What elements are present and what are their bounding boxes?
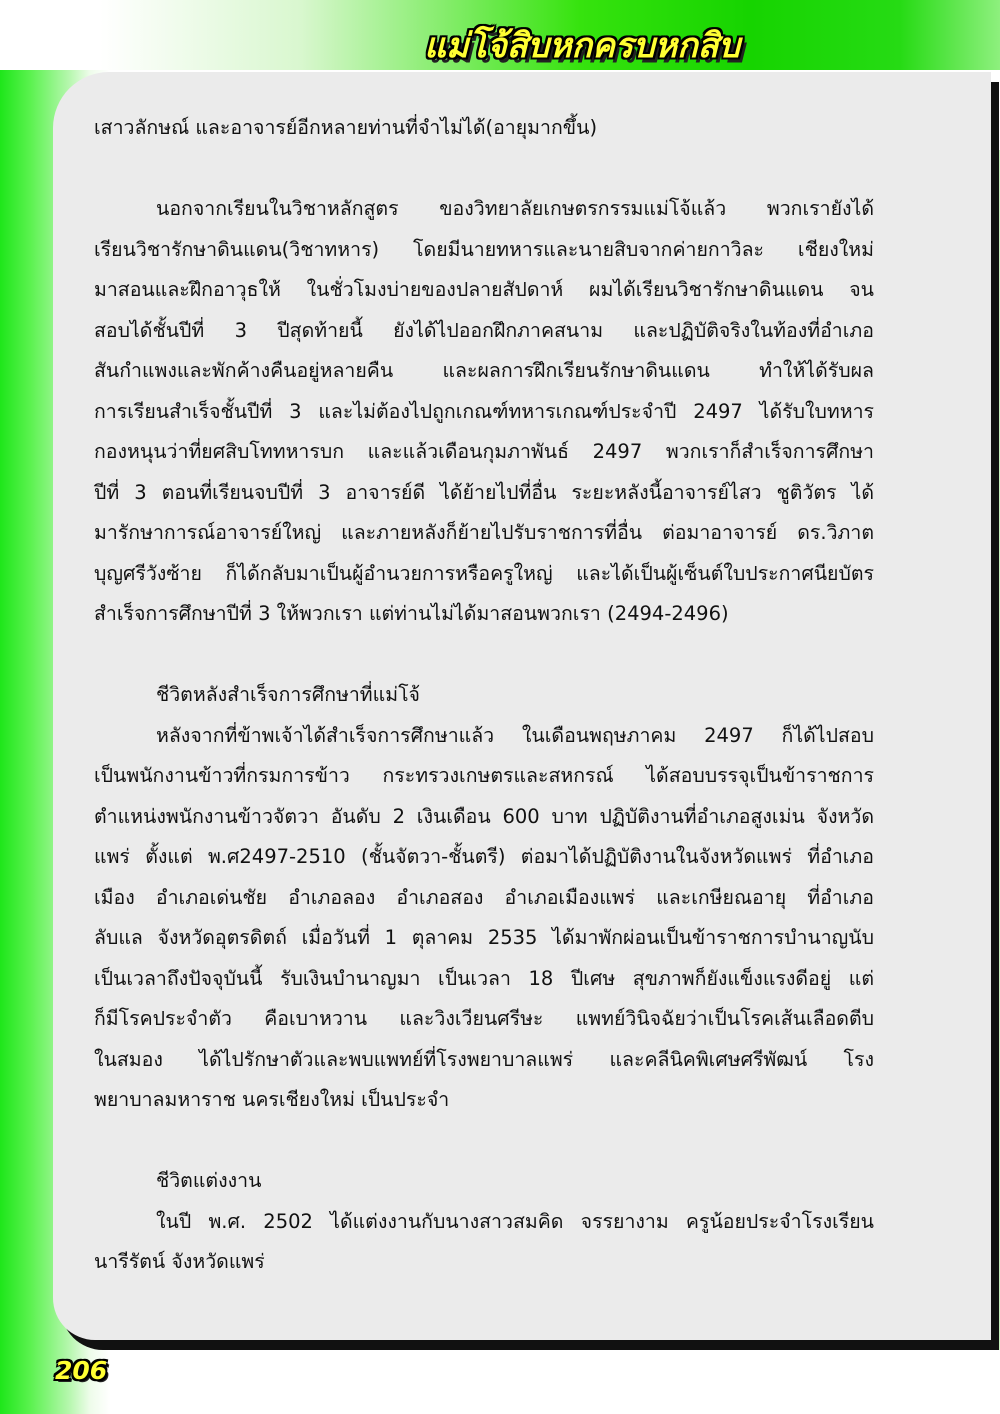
text-line: สันกำแพงและพักค้างคืนอยู่หลายคืน และผลการฝึกเรียนรักษาดินแดน ทำให้ได้รับผล: [94, 359, 874, 382]
text-line: ปีที่ 3 ตอนที่เรียนจบปีที่ 3 อาจารย์ดี ได้ย้ายไปที่อื่น ระยะหลังนี้อาจารย์ไสว ชูติวัตร ได้: [94, 480, 874, 504]
text-line: นารีรัตน์ จังหวัดแพร่: [94, 1250, 265, 1273]
paragraph-1: [94, 108, 874, 149]
text-line: สอบได้ชั้นปีที่ 3 ปีสุดท้ายนี้ ยังได้ไปออกฝึกภาคสนาม และปฏิบัติจริงในท้องที่อำเภอ: [94, 318, 874, 342]
section-heading-marriage: ชีวิตแต่งงาน: [156, 1169, 262, 1192]
paragraph-career: [94, 716, 874, 1121]
paragraph-gap: [94, 635, 874, 676]
text-line: แพร่ ตั้งแต่ พ.ศ2497-2510 (ชั้นจัตวา-ชั้นตรี) ต่อมาได้ปฏิบัติงานในจังหวัดแพร่ ที่อำเภอ: [94, 845, 874, 868]
paragraph-military-training: [94, 189, 874, 635]
section-heading-after-graduation: ชีวิตหลังสำเร็จการศึกษาที่แม่โจ้: [156, 683, 420, 706]
paragraph-gap: [94, 1121, 874, 1162]
page-header-title: แม่โจ้สิบหกครบหกสิบ: [424, 26, 740, 66]
text-line: การเรียนสำเร็จชั้นปีที่ 3 และไม่ต้องไปถูกเกณฑ์ทหารเกณฑ์ประจำปี 2497 ได้รับใบทหาร: [94, 399, 874, 423]
paragraph-gap: [94, 149, 874, 190]
text-line: เมือง อำเภอเด่นชัย อำเภอลอง อำเภอสอง อำเภอเมืองแพร่ และเกษียณอายุ ที่อำเภอ: [94, 885, 874, 909]
page-number: 206: [55, 1356, 108, 1385]
text-line: มารักษาการณ์อาจารย์ใหญ่ และภายหลังก็ย้ายไปรับราชการที่อื่น ต่อมาอาจารย์ ดร.วิภาต: [94, 521, 874, 544]
text-line: เรียนวิชารักษาดินแดน(วิชาทหาร) โดยมีนายทหารและนายสิบจากค่ายกาวิละ เชียงใหม่: [94, 237, 874, 261]
text-line: ลับแล จังหวัดอุตรดิตถ์ เมื่อวันที่ 1 ตุลาคม 2535 ได้มาพักผ่อนเป็นข้าราชการบำนาญนับ: [94, 926, 874, 949]
text-line: หลังจากที่ข้าพเจ้าได้สำเร็จการศึกษาแล้ว ในเดือนพฤษภาคม 2497 ก็ได้ไปสอบ: [156, 723, 874, 747]
text-line: เป็นเวลาถึงปัจจุบันนี้ รับเงินบำนาญมา เป็นเวลา 18 ปีเศษ สุขภาพก็ยังแข็งแรงดีอยู่ แต่: [94, 966, 874, 990]
text-line: บุญศรีวังซ้าย ก็ได้กลับมาเป็นผู้อำนวยการหรือครูใหญ่ และได้เป็นผู้เซ็นต์ใบประกาศนียบัตร: [94, 561, 874, 585]
text-line: ตำแหน่งพนักงานข้าวจัตวา อันดับ 2 เงินเดือน 600 บาท ปฏิบัติงานที่อำเภอสูงเม่น จังหวัด: [94, 804, 874, 828]
text-line: กองหนุนว่าที่ยศสิบโททหารบก และแล้วเดือนกุมภาพันธ์ 2497 พวกเราก็สำเร็จการศึกษา: [94, 440, 874, 463]
text-line: ในสมอง ได้ไปรักษาตัวและพบแพทย์ที่โรงพยาบาลแพร่ และคลีนิคพิเศษศรีพัฒน์ โรง: [94, 1047, 874, 1071]
text-line: นอกจากเรียนในวิชาหลักสูตร ของวิทยาลัยเกษตรกรรมแม่โจ้แล้ว พวกเรายังได้: [156, 197, 874, 220]
text-line: ในปี พ.ศ. 2502 ได้แต่งงานกับนางสาวสมคิด จรรยางาม ครูน้อยประจำโรงเรียน: [156, 1209, 874, 1233]
document-body: [94, 108, 874, 1283]
text-line: เสาวลักษณ์ และอาจารย์อีกหลายท่านที่จำไม่ได้(อายุมากขึ้น): [94, 116, 598, 139]
text-line: พยาบาลมหาราช นครเชียงใหม่ เป็นประจำ: [94, 1088, 450, 1111]
text-line: สำเร็จการศึกษาปีที่ 3 ให้พวกเรา แต่ท่านไม่ได้มาสอนพวกเรา (2494-2496): [94, 602, 729, 625]
paragraph-marriage: [94, 1202, 874, 1283]
text-line: เป็นพนักงานข้าวที่กรมการข้าว กระทรวงเกษตรและสหกรณ์ ได้สอบบรรจุเป็นข้าราชการ: [94, 764, 874, 787]
text-line: ก็มีโรคประจำตัว คือเบาหวาน และวิงเวียนศรีษะ แพทย์วินิจฉัยว่าเป็นโรคเส้นเลือดตีบ: [94, 1007, 874, 1030]
text-line: มาสอนและฝึกอาวุธให้ ในชั่วโมงบ่ายของปลายสัปดาห์ ผมได้เรียนวิชารักษาดินแดน จน: [94, 278, 874, 301]
